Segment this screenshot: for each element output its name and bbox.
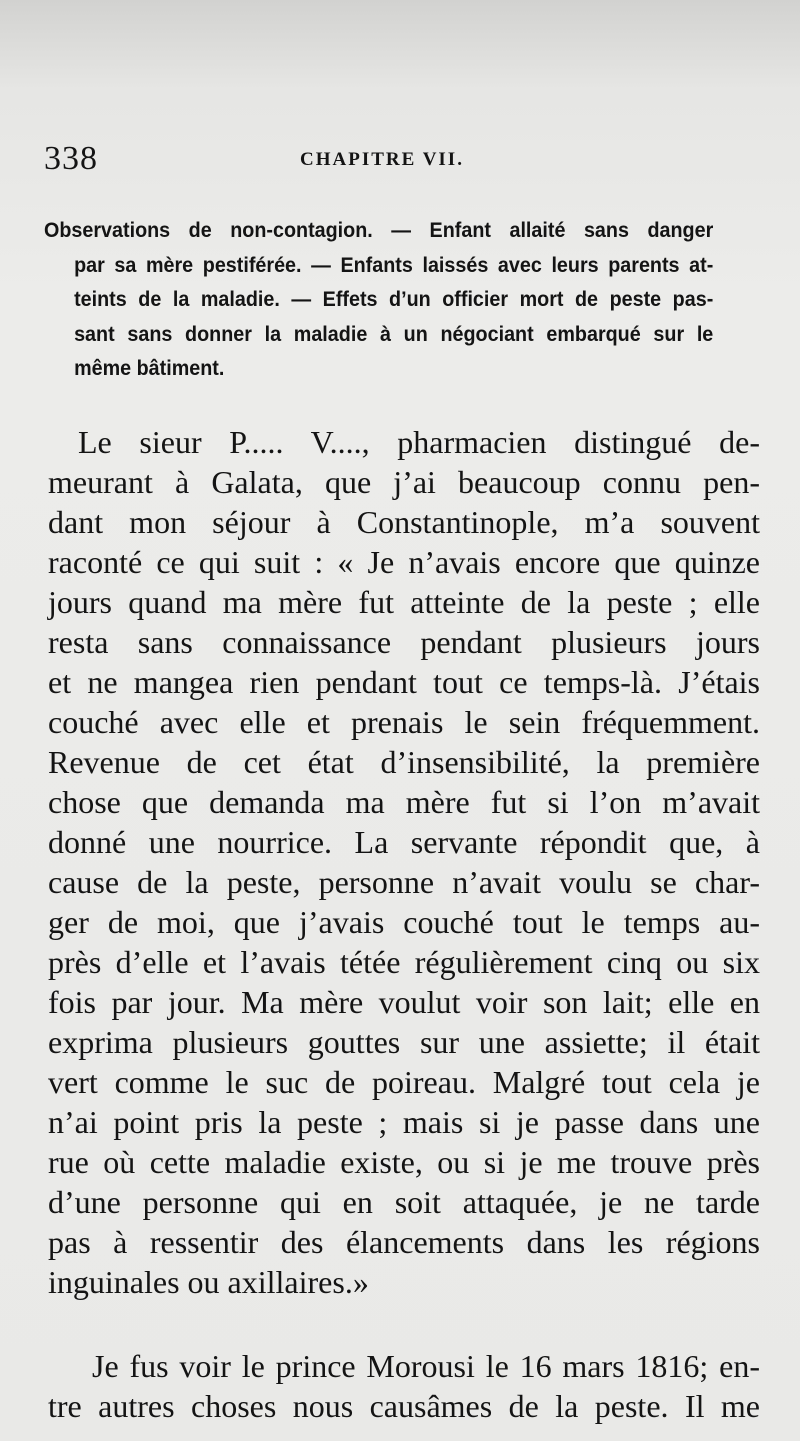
text-line: pas à ressentir des élancements dans les régions [48, 1224, 760, 1260]
text-line: près d’elle et l’avais tétée régulièrement cinq ou six [48, 944, 760, 980]
text-line: inguinales ou axillaires.» [48, 1264, 369, 1300]
text-line: raconté ce qui suit : « Je n’avais encore que quinze [48, 544, 760, 580]
text-line: Je fus voir le prince Morousi le 16 mars 1816; en- [92, 1348, 760, 1384]
text-line: meurant à Galata, que j’ai beaucoup connu pen- [48, 464, 760, 500]
paragraph [48, 1346, 760, 1426]
text-line: ger de moi, que j’avais couché tout le temps au- [48, 904, 760, 940]
text-line: Revenue de cet état d’insensibilité, la première [48, 744, 760, 780]
text-line: dant mon séjour à Constantinople, m’a souvent [48, 504, 760, 540]
text-line: fois par jour. Ma mère voulut voir son lait; elle en [48, 984, 760, 1020]
text-line: resta sans connaissance pendant plusieurs jours [48, 624, 760, 660]
chapter-heading: CHAPITRE VII. [300, 149, 464, 170]
page-header [44, 140, 756, 180]
paragraph [48, 422, 760, 1302]
text-line: donné une nourrice. La servante répondit que, à [48, 824, 760, 860]
text-line: d’une personne qui en soit attaquée, je ne tarde [48, 1184, 760, 1220]
text-line: exprima plusieurs gouttes sur une assiette; il était [48, 1024, 760, 1060]
chapter-summary [44, 214, 713, 387]
summary-line: sant sans donner la maladie à un négociant embarqué sur le [74, 322, 714, 346]
text-line: tre autres choses nous causâmes de la peste. Il me [48, 1388, 760, 1424]
summary-line: teints de la maladie. — Effets d’un officier mort de peste pas- [74, 288, 714, 311]
text-line: chose que demanda ma mère fut si l’on m’avait [48, 784, 760, 820]
summary-line: Observations de non-contagion. — Enfant allaité sans danger [44, 219, 714, 242]
text-line: n’ai point pris la peste ; mais si je passe dans une [48, 1104, 760, 1140]
summary-line: même bâtiment. [74, 357, 225, 380]
text-line: Le sieur P..... V...., pharmacien distingué de- [78, 424, 760, 460]
text-line: cause de la peste, personne n’avait voulu se char- [48, 864, 760, 900]
text-line: rue où cette maladie existe, ou si je me trouve près [48, 1144, 760, 1180]
body-text [48, 422, 760, 1426]
text-line: et ne mangea rien pendant tout ce temps-là. J’étais [48, 664, 760, 700]
text-line: jours quand ma mère fut atteinte de la peste ; elle [48, 584, 760, 620]
summary-line: par sa mère pestiférée. — Enfants laissés avec leurs parents at- [74, 253, 714, 277]
text-line: couché avec elle et prenais le sein fréquemment. [48, 704, 760, 740]
page-number: 338 [44, 140, 98, 177]
text-line: vert comme le suc de poireau. Malgré tout cela je [48, 1064, 760, 1100]
